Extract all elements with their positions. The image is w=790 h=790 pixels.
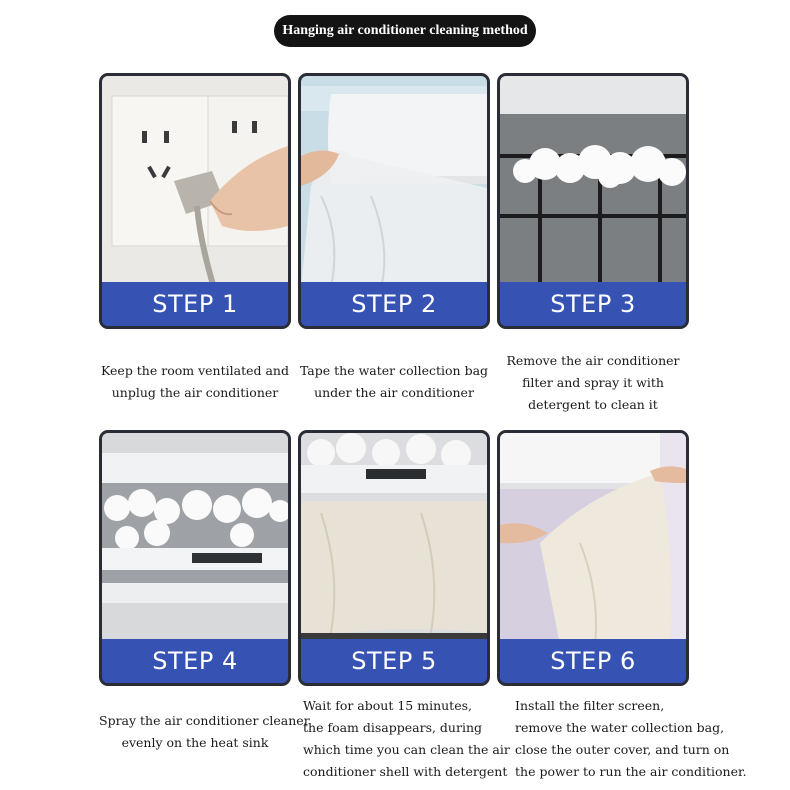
step-4-card (99, 430, 291, 686)
step-1-caption: Keep the room ventilated and unplug the air conditioner (101, 363, 289, 400)
step-1-label: STEP 1 (102, 282, 288, 326)
step-6-photo-remove-bag (500, 433, 686, 645)
step-6-caption: Install the filter screen, remove the water collection bag, close the outer cover, and turn on the power to run the air conditioner. (515, 698, 747, 779)
step-4-label: STEP 4 (102, 639, 288, 683)
step-5-card (298, 430, 490, 686)
step-3-card (497, 73, 689, 329)
step-1-card (99, 73, 291, 329)
step-2-photo-collection-bag (301, 76, 487, 288)
step-4-photo-heat-sink-spray (102, 433, 288, 645)
step-3-label: STEP 3 (500, 282, 686, 326)
step-1-photo-unplug (102, 76, 288, 288)
step-6-card (497, 430, 689, 686)
step-2-label: STEP 2 (301, 282, 487, 326)
step-3-photo-filter-foam (500, 76, 686, 288)
step-3-caption: Remove the air conditioner filter and spray it with detergent to clean it (506, 353, 680, 412)
step-5-label: STEP 5 (301, 639, 487, 683)
step-6-label: STEP 6 (500, 639, 686, 683)
step-5-caption: Wait for about 15 minutes, the foam disappears, during which time you can clean the air conditioner shell with detergent (303, 698, 510, 779)
step-4-caption: Spray the air conditioner cleaner evenly on the heat sink (99, 713, 310, 750)
step-2-card (298, 73, 490, 329)
step-5-photo-foam-dissolving (301, 433, 487, 645)
step-2-caption: Tape the water collection bag under the air conditioner (299, 363, 489, 400)
page-title: Hanging air conditioner cleaning method (274, 15, 536, 47)
